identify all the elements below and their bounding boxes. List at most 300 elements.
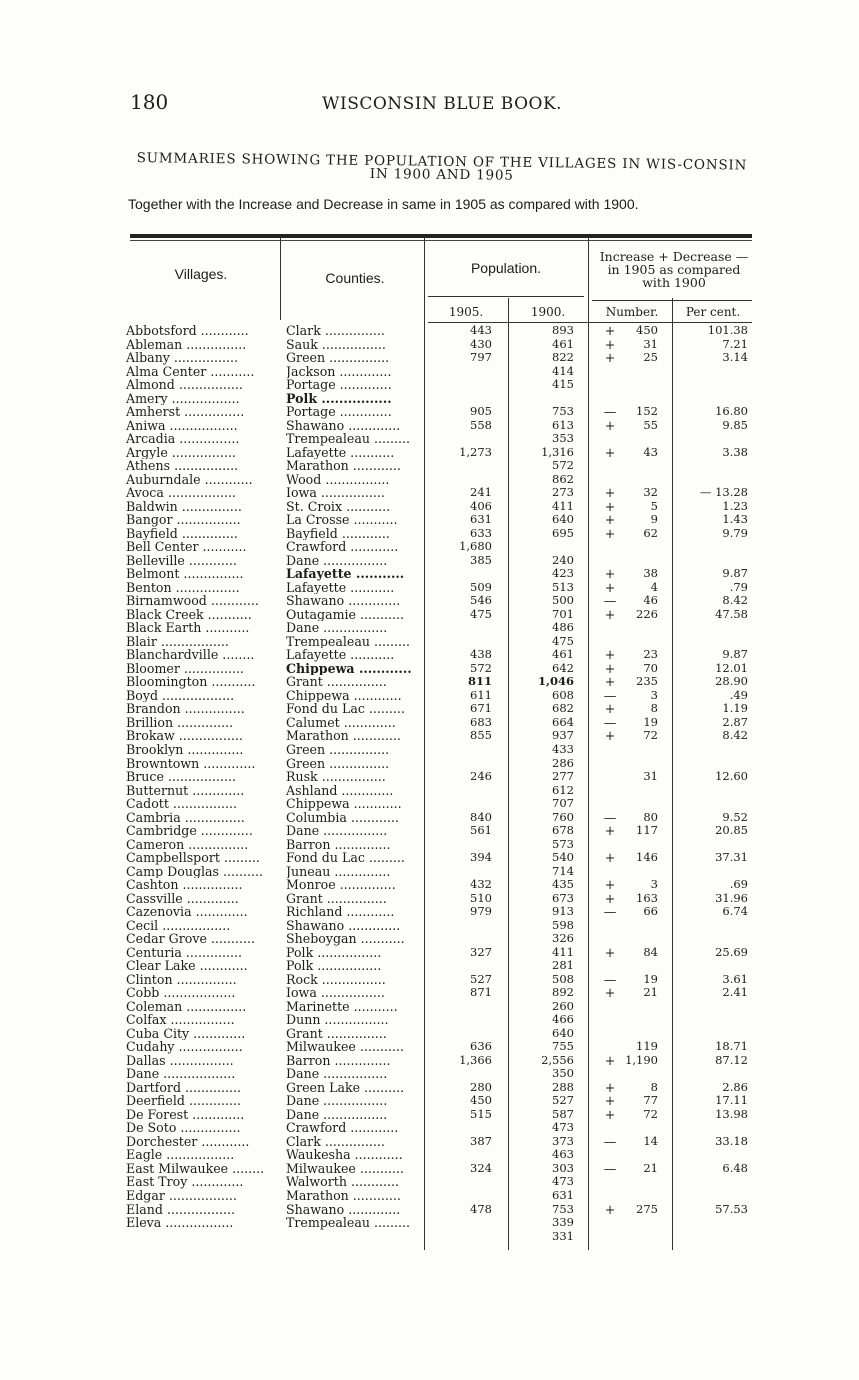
header-population: Population. <box>470 260 542 276</box>
county-cell: Sheboygan ........... <box>286 932 405 946</box>
village-cell: Deerfield ............. <box>126 1094 242 1108</box>
pop-1900-cell: 1,046 <box>537 675 574 689</box>
change-percent-cell: 9.85 <box>722 418 748 432</box>
pop-1900-cell: 714 <box>552 864 574 878</box>
county-cell: Shawano ............. <box>286 1202 401 1217</box>
village-cell: Almond ................ <box>126 378 243 392</box>
change-sign-cell: + <box>604 1053 616 1068</box>
pop-1900-cell: 486 <box>552 621 574 635</box>
pop-1905-cell: 671 <box>470 702 492 716</box>
pop-1900-cell: 631 <box>552 1189 574 1202</box>
county-cell: Trempealeau ......... <box>286 1216 410 1230</box>
change-number-cell: 275 <box>636 1202 658 1216</box>
village-cell: Benton ................ <box>126 580 240 595</box>
county-cell: Barron .............. <box>286 837 391 852</box>
village-cell: Bruce ................. <box>126 770 236 784</box>
change-sign-cell: + <box>604 878 616 892</box>
change-percent-cell: 2.41 <box>722 986 748 1000</box>
village-cell: Athens ................ <box>126 459 239 473</box>
change-sign-cell: + <box>604 445 616 460</box>
village-cell: Belmont ............... <box>126 567 244 581</box>
table-row <box>106 838 758 852</box>
table-row <box>106 527 758 541</box>
county-cell: Grant ............... <box>286 675 387 689</box>
pop-1900-cell: 527 <box>552 1094 574 1108</box>
village-cell: Brandon ............... <box>126 702 245 716</box>
table-row <box>106 473 758 487</box>
change-sign-cell: + <box>604 513 616 527</box>
pop-1900-cell: 326 <box>552 932 574 946</box>
county-cell: Grant ............... <box>286 1026 387 1041</box>
change-number-cell: 38 <box>643 567 658 581</box>
change-percent-cell: 2.86 <box>722 1080 748 1094</box>
county-cell: Barron .............. <box>286 1053 391 1068</box>
change-sign-cell: — <box>603 715 617 730</box>
pop-1905-cell: 475 <box>470 607 492 621</box>
county-cell: Dane ................ <box>286 1094 388 1108</box>
table-row <box>106 973 758 987</box>
pop-1905-cell: 636 <box>470 1040 492 1054</box>
county-cell: Chippewa ............ <box>286 661 412 676</box>
pop-1900-cell: 640 <box>552 1026 574 1040</box>
county-cell: Shawano ............. <box>286 918 401 933</box>
change-percent-cell: .49 <box>729 688 748 702</box>
table-row <box>106 324 758 338</box>
village-cell: Eland ................. <box>126 1202 235 1217</box>
village-cell: Amherst ............... <box>126 405 245 419</box>
village-cell: Bell Center ........... <box>126 540 247 554</box>
pop-1900-cell: 435 <box>552 878 574 892</box>
village-cell: Baldwin ............... <box>126 499 242 514</box>
pop-1900-cell: 673 <box>552 891 574 905</box>
change-sign-cell: + <box>604 891 616 906</box>
change-percent-cell: 9.79 <box>722 526 748 540</box>
change-sign-cell: + <box>604 580 616 595</box>
county-cell: Dunn ................ <box>286 1013 389 1027</box>
village-cell: Cedar Grove ........... <box>126 932 255 946</box>
pop-1900-cell: 500 <box>552 594 574 608</box>
pop-1900-cell: 893 <box>552 324 574 337</box>
county-cell: Lafayette ........... <box>286 567 405 581</box>
county-cell: Dane ................ <box>286 824 388 838</box>
county-cell: Lafayette ........... <box>286 445 395 460</box>
change-percent-cell: 8.42 <box>722 594 748 608</box>
change-percent-cell: .79 <box>729 580 748 594</box>
county-cell: Dane ................ <box>286 621 388 635</box>
county-cell: Clark ............... <box>286 1134 385 1149</box>
table-row <box>106 959 758 973</box>
county-cell: Shawano ............. <box>286 594 401 608</box>
change-sign-cell: — <box>603 1161 617 1176</box>
table-row <box>106 1040 758 1054</box>
change-sign-cell: + <box>604 851 616 865</box>
village-cell: Colfax ................ <box>126 1013 235 1027</box>
county-cell: Trempealeau ......... <box>286 634 410 649</box>
pop-1900-cell: 288 <box>552 1080 574 1094</box>
change-number-cell: 21 <box>643 986 658 1000</box>
county-cell: Fond du Lac ......... <box>286 702 405 716</box>
change-number-cell: 117 <box>636 824 658 838</box>
county-cell: Bayfield ............ <box>286 526 390 541</box>
pop-1900-cell: 753 <box>552 405 574 419</box>
pop-1905-cell: 546 <box>470 594 492 608</box>
pop-1900-cell: 755 <box>552 1040 574 1054</box>
county-cell: Polk ................ <box>286 945 382 960</box>
county-cell: Waukesha ............ <box>286 1148 403 1162</box>
pop-1900-cell: 707 <box>552 797 574 811</box>
pop-1905-cell: 611 <box>470 688 492 702</box>
village-cell: Cambridge ............. <box>126 824 253 838</box>
table-row <box>106 878 758 892</box>
change-number-cell: 31 <box>643 337 658 351</box>
village-cell: Arcadia ............... <box>126 432 240 446</box>
table-row <box>106 932 758 946</box>
village-cell: Avoca ................. <box>126 486 236 500</box>
change-number-cell: 152 <box>636 405 658 419</box>
pop-1905-cell: 905 <box>470 405 492 419</box>
table-row <box>106 824 758 838</box>
pop-1905-cell: 406 <box>470 499 492 513</box>
village-cell: Birnamwood ............ <box>126 594 259 608</box>
table-row <box>106 540 758 554</box>
pop-1905-cell: 572 <box>470 661 492 675</box>
change-number-cell: 19 <box>643 715 658 729</box>
table-row <box>106 581 758 595</box>
pop-1900-cell: 240 <box>552 553 574 567</box>
change-percent-cell: — 13.28 <box>699 486 748 500</box>
top-rule-heavy <box>130 234 752 238</box>
pop-1900-cell: 350 <box>552 1067 574 1081</box>
pop-1905-cell: 450 <box>470 1094 492 1108</box>
village-cell: Amery ................. <box>126 391 240 406</box>
table-row <box>106 486 758 500</box>
change-number-cell: 3 <box>650 688 658 702</box>
table-row <box>106 905 758 919</box>
change-sign-cell: + <box>604 1080 616 1095</box>
change-sign-cell: + <box>604 729 616 743</box>
village-cell: Coleman ............... <box>126 999 247 1014</box>
table-row <box>106 784 758 798</box>
change-number-cell: 77 <box>643 1094 658 1108</box>
village-cell: Cudahy ................ <box>126 1040 243 1054</box>
village-cell: Bloomer ............... <box>126 661 244 676</box>
pop-1900-cell: 461 <box>552 648 574 662</box>
pop-1905-cell: 385 <box>470 553 492 567</box>
county-cell: Lafayette ........... <box>286 580 395 595</box>
change-percent-cell: 1.19 <box>722 702 748 716</box>
county-cell: Iowa ................ <box>286 986 385 1000</box>
table-row <box>106 1121 758 1135</box>
pop-1900-cell: 286 <box>552 756 574 770</box>
village-cell: Abbotsford ............ <box>126 324 249 338</box>
pop-1900-cell: 463 <box>552 1148 574 1162</box>
county-cell: Dane ................ <box>286 1107 388 1122</box>
county-cell: Milwaukee ........... <box>286 1040 404 1054</box>
change-number-cell: 32 <box>643 486 658 500</box>
change-sign-cell: — <box>603 405 617 419</box>
table-row <box>106 351 758 365</box>
village-cell: Cuba City ............. <box>126 1026 246 1041</box>
change-percent-cell: 20.85 <box>715 824 748 838</box>
pop-1900-cell: 513 <box>552 580 574 594</box>
change-number-cell: 66 <box>643 905 658 919</box>
change-number-cell: 21 <box>643 1161 658 1175</box>
pop-1900-cell: 1,316 <box>541 445 574 459</box>
change-sign-cell: + <box>604 661 616 676</box>
village-cell: Bayfield .............. <box>126 526 238 541</box>
county-cell: Chippewa ............ <box>286 688 402 703</box>
village-cell: Clinton ............... <box>126 972 237 987</box>
village-cell: Aniwa ................. <box>126 418 238 433</box>
village-cell: Eagle ................. <box>126 1148 235 1162</box>
village-cell: Alma Center ........... <box>126 364 255 379</box>
pop-1905-cell: 438 <box>470 648 492 662</box>
county-cell: Green ............... <box>286 756 390 770</box>
change-number-cell: 80 <box>643 810 658 824</box>
village-cell: Cassville ............. <box>126 891 239 906</box>
county-cell: Dane ................ <box>286 1067 388 1081</box>
change-sign-cell: + <box>604 526 616 541</box>
village-cell: Bloomington ........... <box>126 675 256 689</box>
change-percent-cell: 12.01 <box>715 661 748 675</box>
change-number-cell: 19 <box>643 972 658 986</box>
change-percent-cell: 25.69 <box>715 945 748 959</box>
county-cell: Trempealeau ......... <box>286 432 410 446</box>
county-cell: Wood ................ <box>286 472 390 487</box>
divider <box>280 238 281 320</box>
change-number-cell: 146 <box>636 851 658 865</box>
table-row <box>106 797 758 811</box>
pop-1900-cell: 608 <box>552 688 574 702</box>
pop-1905-cell: 840 <box>470 810 492 824</box>
table-row <box>106 811 758 825</box>
change-sign-cell: + <box>604 675 616 689</box>
change-percent-cell: 47.58 <box>715 607 748 621</box>
table-row <box>106 567 758 581</box>
change-number-cell: 62 <box>643 526 658 540</box>
table-row <box>106 405 758 419</box>
table-row <box>106 432 758 446</box>
village-cell: Argyle ................ <box>126 445 236 460</box>
table-row <box>106 851 758 865</box>
change-sign-cell: + <box>604 607 616 622</box>
header-percent: Per cent. <box>685 305 741 319</box>
village-cell: Browntown ............. <box>126 756 256 770</box>
change-sign-cell: + <box>604 418 616 433</box>
pop-1900-cell: 353 <box>552 432 574 446</box>
change-percent-cell: 6.48 <box>722 1161 748 1175</box>
pop-1905-cell: 510 <box>470 891 492 905</box>
county-cell: Portage ............. <box>286 378 392 392</box>
change-percent-cell: 1.23 <box>722 499 748 513</box>
table-row <box>106 554 758 568</box>
village-cell: Butternut ............. <box>126 783 245 798</box>
county-cell: Sauk ................ <box>286 337 386 352</box>
page-number: 180 <box>130 90 169 114</box>
village-cell: De Soto ............... <box>126 1121 241 1135</box>
pop-1900-cell: 664 <box>552 715 574 729</box>
table-row <box>106 338 758 352</box>
change-sign-cell: + <box>604 351 616 365</box>
table-row <box>106 1230 758 1244</box>
pop-1900-cell: 473 <box>552 1175 574 1189</box>
top-rule-light <box>130 240 752 241</box>
change-sign-cell: + <box>604 337 616 352</box>
change-number-cell: 72 <box>643 729 658 743</box>
village-cell: Black Earth ........... <box>126 621 250 635</box>
change-percent-cell: 31.96 <box>715 891 748 905</box>
pop-1900-cell: 373 <box>552 1134 574 1148</box>
county-cell: Polk ................ <box>286 959 382 973</box>
village-cell: Dane .................. <box>126 1067 236 1081</box>
county-cell: Crawford ............ <box>286 1121 399 1135</box>
table-row <box>106 378 758 392</box>
change-percent-cell: 28.90 <box>715 675 748 689</box>
pop-1900-cell: 508 <box>552 972 574 986</box>
change-percent-cell: 12.60 <box>715 770 748 784</box>
change-percent-cell: 1.43 <box>722 513 748 527</box>
header-change: Increase + Decrease — in 1905 as compared with 1900 <box>599 249 749 290</box>
change-number-cell: 72 <box>643 1107 658 1121</box>
change-number-cell: 1,190 <box>625 1053 658 1067</box>
pop-1900-cell: 753 <box>552 1202 574 1216</box>
pop-1900-cell: 937 <box>552 729 574 743</box>
village-cell: Bangor ................ <box>126 513 241 527</box>
pop-1900-cell: 573 <box>552 837 574 851</box>
table-body <box>106 324 758 1243</box>
table-row <box>106 500 758 514</box>
change-number-cell: 8 <box>650 702 658 716</box>
pop-1905-cell: 561 <box>470 824 492 838</box>
county-cell: Jackson ............. <box>286 364 392 379</box>
village-cell: Albany ................ <box>126 351 238 365</box>
table-row <box>106 1162 758 1176</box>
header-number: Number. <box>605 305 659 319</box>
pop-1905-cell: 478 <box>470 1202 492 1216</box>
pop-1905-cell: 797 <box>470 351 492 365</box>
pop-1900-cell: 760 <box>552 810 574 824</box>
pop-1900-cell: 701 <box>552 607 574 621</box>
county-cell: Milwaukee ........... <box>286 1161 404 1176</box>
table-row <box>106 1203 758 1217</box>
change-percent-cell: 37.31 <box>715 851 748 865</box>
table-row <box>106 1013 758 1027</box>
change-percent-cell: 17.11 <box>715 1094 748 1108</box>
header-counties: Counties. <box>325 270 385 286</box>
change-sign-cell: + <box>604 648 616 662</box>
pop-1900-cell: 642 <box>552 661 574 675</box>
pop-1900-cell: 612 <box>552 783 574 797</box>
table-subtitle: Together with the Increase and Decrease in same in 1905 as compared with 1900. <box>128 196 639 212</box>
table-row <box>106 1216 758 1230</box>
table-row <box>106 986 758 1000</box>
pop-1900-cell: 260 <box>552 999 574 1013</box>
table-row <box>106 648 758 662</box>
pop-1905-cell: 1,680 <box>459 540 492 554</box>
pop-1900-cell: 466 <box>552 1013 574 1027</box>
county-cell: Juneau .............. <box>286 864 391 879</box>
pop-1905-cell: 509 <box>470 580 492 594</box>
change-number-cell: 46 <box>643 594 658 608</box>
change-sign-cell: + <box>604 702 616 716</box>
county-cell: Fond du Lac ......... <box>286 851 405 865</box>
pop-1900-cell: 331 <box>552 1229 574 1243</box>
change-number-cell: 5 <box>650 499 658 513</box>
table-row <box>106 662 758 676</box>
county-cell: Portage ............. <box>286 405 392 419</box>
change-sign-cell: + <box>604 945 616 960</box>
county-cell: Rock ................ <box>286 972 386 987</box>
pop-1905-cell: 683 <box>470 715 492 729</box>
pop-1900-cell: 822 <box>552 351 574 365</box>
pop-1900-cell: 862 <box>552 472 574 486</box>
change-sign-cell: — <box>603 1134 617 1149</box>
table-title: SUMMARIES SHOWING THE POPULATION OF THE VILLAGES IN WIS-CONSIN IN 1900 AND 1905 <box>136 150 748 184</box>
change-number-cell: 9 <box>650 513 658 527</box>
pop-1905-cell: 327 <box>470 945 492 959</box>
table-row <box>106 689 758 703</box>
pop-1905-cell: 871 <box>470 986 492 1000</box>
change-percent-cell: 9.87 <box>722 648 748 662</box>
pop-1900-cell: 695 <box>552 526 574 540</box>
county-cell: Monroe .............. <box>286 878 396 892</box>
change-percent-cell: 87.12 <box>715 1053 748 1067</box>
county-cell: Rusk ................ <box>286 770 386 784</box>
county-cell: Marathon ............ <box>286 1189 401 1203</box>
change-sign-cell: — <box>603 688 617 703</box>
county-cell: Green Lake .......... <box>286 1080 405 1095</box>
village-cell: Camp Douglas .......... <box>126 864 264 879</box>
pop-1905-cell: 432 <box>470 878 492 892</box>
pop-1900-cell: 475 <box>552 634 574 648</box>
table-row <box>106 1027 758 1041</box>
pop-1905-cell: 633 <box>470 526 492 540</box>
pop-1905-cell: 1,273 <box>459 445 492 459</box>
population-table <box>106 228 758 1250</box>
pop-1900-cell: 587 <box>552 1107 574 1121</box>
table-row <box>106 594 758 608</box>
pop-1900-cell: 2,556 <box>541 1053 574 1067</box>
change-percent-cell: 18.71 <box>715 1040 748 1054</box>
village-cell: Black Creek ........... <box>126 607 252 622</box>
pop-1900-cell: 598 <box>552 918 574 932</box>
table-row <box>106 1175 758 1189</box>
change-number-cell: 163 <box>636 891 658 905</box>
table-row <box>106 675 758 689</box>
village-cell: Brokaw ................ <box>126 729 243 743</box>
change-percent-cell: 33.18 <box>715 1134 748 1148</box>
change-number-cell: 226 <box>636 607 658 621</box>
pop-1900-cell: 433 <box>552 742 574 756</box>
change-sign-cell: + <box>604 824 616 838</box>
table-row <box>106 621 758 635</box>
village-cell: Dallas ................ <box>126 1053 234 1068</box>
village-cell: Ableman ............... <box>126 337 247 352</box>
table-row <box>106 1067 758 1081</box>
pop-1900-cell: 423 <box>552 567 574 581</box>
county-cell: St. Croix ........... <box>286 499 391 514</box>
table-row <box>106 608 758 622</box>
pop-1905-cell: 324 <box>470 1161 492 1175</box>
table-row <box>106 1135 758 1149</box>
change-number-cell: 43 <box>643 445 658 459</box>
change-percent-cell: 2.87 <box>722 715 748 729</box>
pop-1905-cell: 527 <box>470 972 492 986</box>
village-cell: Blair ................. <box>126 634 229 649</box>
change-number-cell: 31 <box>643 770 658 784</box>
header-1905: 1905. <box>448 305 484 319</box>
table-row <box>106 919 758 933</box>
